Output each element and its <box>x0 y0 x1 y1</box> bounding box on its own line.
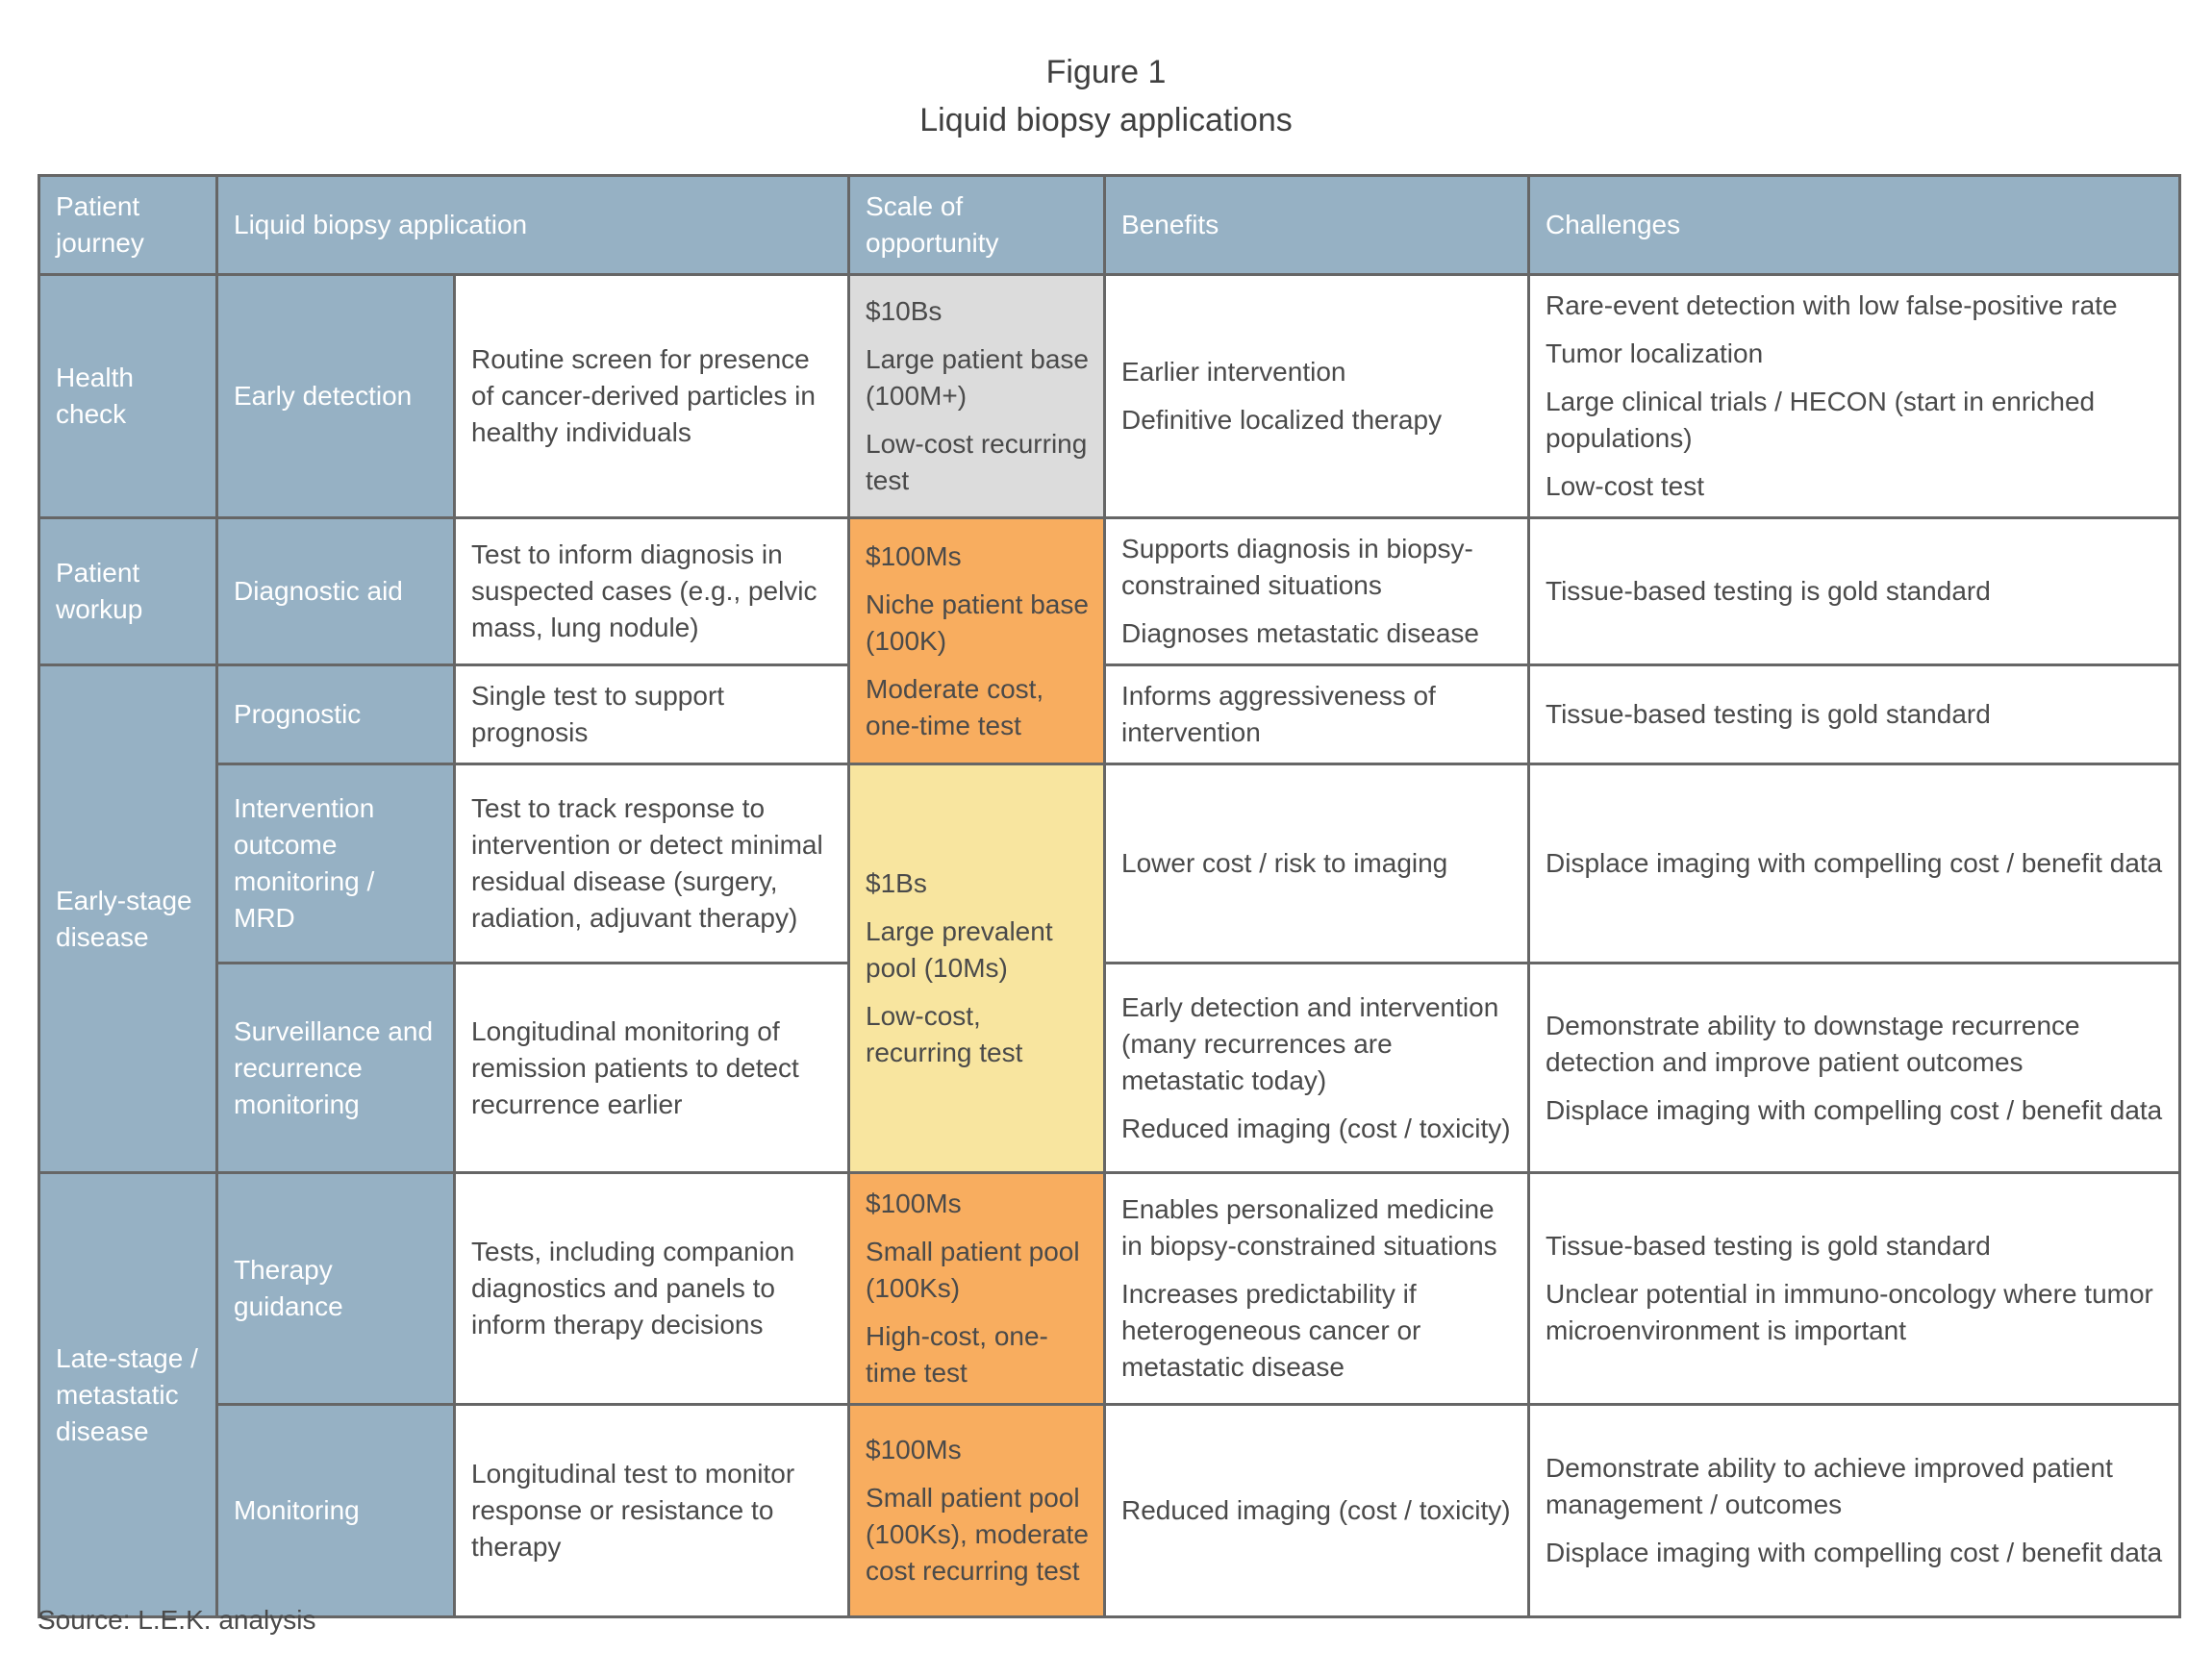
scale-value: $100Ms <box>866 540 962 571</box>
benefit-item: Earlier intervention <box>1121 357 1346 387</box>
application-description: Longitudinal test to monitor response or resistance to therapy <box>455 1405 849 1617</box>
benefits-cell <box>1105 964 1529 1173</box>
header-application: Liquid biopsy application <box>217 176 849 275</box>
challenge-item: Demonstrate ability to achieve improved patient management / outcomes <box>1546 1453 2113 1519</box>
scale-value: $100Ms <box>866 1435 962 1464</box>
challenge-item: Large clinical trials / HECON (start in enriched populations) <box>1546 387 2096 453</box>
application-name: Diagnostic aid <box>217 518 455 665</box>
challenge-item: Tissue-based testing is gold standard <box>1546 699 1991 729</box>
journey-late-stage: Late-stage / metastatic disease <box>39 1173 217 1617</box>
application-description: Test to track response to intervention or detect minimal residual disease (surgery, radiation, adjuvant therapy) <box>455 764 849 964</box>
application-description: Tests, including companion diagnostics and panels to inform therapy decisions <box>455 1173 849 1405</box>
scale-cell <box>849 518 1105 764</box>
benefits-cell <box>1105 764 1529 964</box>
journey-early-stage: Early-stage disease <box>39 665 217 1173</box>
table-row <box>39 764 2180 964</box>
benefits-cell <box>1105 1173 1529 1405</box>
challenges-cell <box>1529 275 2180 518</box>
table-row <box>39 964 2180 1173</box>
scale-cell <box>849 275 1105 518</box>
benefits-cell <box>1105 1405 1529 1617</box>
figure-label: Figure 1 <box>1045 54 1167 90</box>
benefit-item: Informs aggressiveness of intervention <box>1121 681 1436 747</box>
challenge-item: Tissue-based testing is gold standard <box>1546 576 1991 606</box>
benefit-item: Definitive localized therapy <box>1121 405 1443 435</box>
application-name: Surveillance and recurrence monitoring <box>217 964 455 1173</box>
benefits-cell <box>1105 518 1529 665</box>
journey-health-check: Health check <box>39 275 217 518</box>
challenge-item: Rare-event detection with low false-positive rate <box>1546 290 2118 320</box>
challenge-item: Displace imaging with compelling cost / benefit data <box>1546 1094 2163 1125</box>
scale-value: $1Bs <box>866 868 927 898</box>
benefit-item: Increases predictability if heterogeneous cancer or metastatic disease <box>1121 1279 1421 1382</box>
challenge-item: Unclear potential in immuno-oncology where tumor microenvironment is important <box>1546 1279 2153 1345</box>
benefit-item: Reduced imaging (cost / toxicity) <box>1121 1113 1511 1143</box>
scale-detail: Niche patient base (100K) <box>866 588 1089 656</box>
benefit-item: Early detection and intervention (many recurrences are metastatic today) <box>1121 991 1499 1095</box>
scale-cell <box>849 764 1105 1173</box>
application-description: Routine screen for presence of cancer-derived particles in healthy individuals <box>455 275 849 518</box>
benefit-item: Enables personalized medicine in biopsy-constrained situations <box>1121 1194 1497 1261</box>
challenges-cell <box>1529 1405 2180 1617</box>
application-name: Monitoring <box>217 1405 455 1617</box>
scale-detail: Moderate cost, one-time test <box>866 673 1044 740</box>
benefits-cell <box>1105 665 1529 764</box>
scale-detail: Low-cost, recurring test <box>866 1001 1023 1067</box>
scale-detail: Low-cost recurring test <box>866 429 1088 495</box>
challenges-cell <box>1529 764 2180 964</box>
figure-title: Liquid biopsy applications <box>919 102 1293 138</box>
challenges-cell <box>1529 665 2180 764</box>
challenge-item: Displace imaging with compelling cost / benefit data <box>1546 848 2163 878</box>
scale-value: $10Bs <box>866 296 943 326</box>
source-note: Source: L.E.K. analysis <box>38 1605 316 1635</box>
benefit-item: Reduced imaging (cost / toxicity) <box>1121 1495 1511 1525</box>
application-name: Early detection <box>217 275 455 518</box>
challenges-cell <box>1529 964 2180 1173</box>
application-name: Therapy guidance <box>217 1173 455 1405</box>
header-scale: Scale of opportunity <box>849 176 1105 275</box>
challenge-item: Displace imaging with compelling cost / benefit data <box>1546 1538 2163 1567</box>
header-challenges: Challenges <box>1529 176 2180 275</box>
table-row <box>39 665 2180 764</box>
table-row <box>39 1405 2180 1617</box>
benefit-item: Diagnoses metastatic disease <box>1121 618 1479 648</box>
scale-detail: Large prevalent pool (10Ms) <box>866 916 1053 983</box>
benefit-item: Lower cost / risk to imaging <box>1121 848 1448 878</box>
scale-cell <box>849 1173 1105 1405</box>
table-row <box>39 518 2180 665</box>
challenge-item: Low-cost test <box>1546 471 1704 501</box>
benefits-cell <box>1105 275 1529 518</box>
header-row <box>39 176 2180 275</box>
header-patient-journey: Patient journey <box>39 176 217 275</box>
challenge-item: Tissue-based testing is gold standard <box>1546 1231 1991 1261</box>
challenges-cell <box>1529 1173 2180 1405</box>
challenge-item: Tumor localization <box>1546 338 1764 368</box>
benefit-item: Supports diagnosis in biopsy-constrained situations <box>1121 534 1473 600</box>
scale-detail: Large patient base (100M+) <box>866 344 1089 411</box>
scale-detail: Small patient pool (100Ks) <box>866 1237 1080 1303</box>
application-description: Test to inform diagnosis in suspected cases (e.g., pelvic mass, lung nodule) <box>455 518 849 665</box>
challenge-item: Demonstrate ability to downstage recurrence detection and improve patient outcomes <box>1546 1010 2080 1077</box>
application-name: Intervention outcome monitoring / MRD <box>217 764 455 964</box>
application-description: Longitudinal monitoring of remission patients to detect recurrence earlier <box>455 964 849 1173</box>
application-name: Prognostic <box>217 665 455 764</box>
application-description: Single test to support prognosis <box>455 665 849 764</box>
challenges-cell <box>1529 518 2180 665</box>
scale-value: $100Ms <box>866 1189 962 1218</box>
header-benefits: Benefits <box>1105 176 1529 275</box>
table-row <box>39 275 2180 518</box>
scale-cell <box>849 1405 1105 1617</box>
scale-detail: Small patient pool (100Ks), moderate cost recurring test <box>866 1483 1089 1586</box>
liquid-biopsy-table <box>38 174 2181 1618</box>
table-row <box>39 1173 2180 1405</box>
scale-detail: High-cost, one-time test <box>866 1321 1048 1388</box>
journey-patient-workup: Patient workup <box>39 518 217 665</box>
